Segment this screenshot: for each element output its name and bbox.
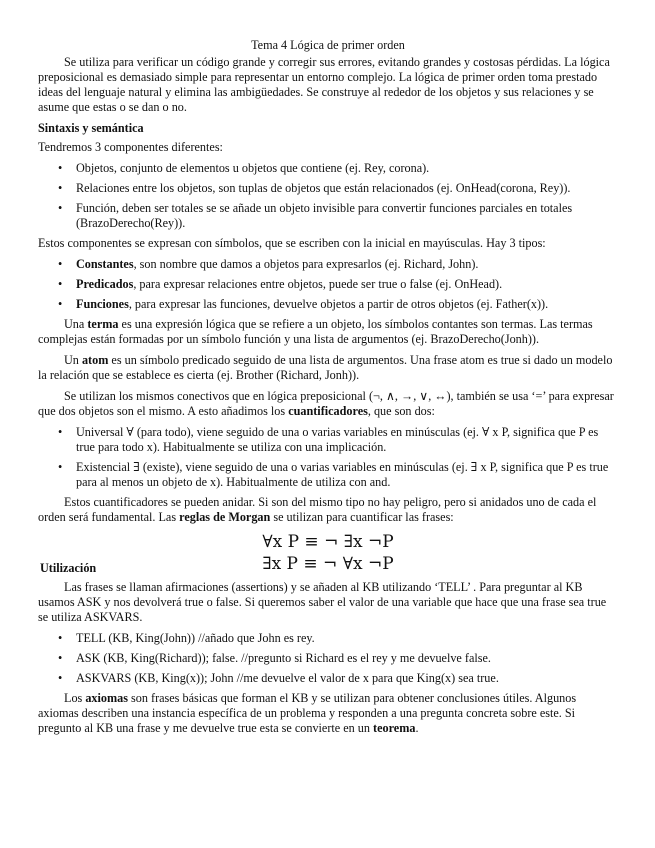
bullet-icon: •	[58, 671, 63, 685]
list-item: • ASK (KB, King(Richard)); false. //pregunto si Richard es el rey y me devuelve false.	[58, 651, 491, 665]
usage-intro: Las frases se llaman afirmaciones (assertions) y se añaden al KB utilizando ‘TELL’ . Para preguntar al KB usamos ASK y nos devolverá true o false. Si queremos saber el valor de una variable que hace que una frase sea true se utiliza ASKVARS.	[38, 580, 607, 624]
formula: ∃x P ≡ ¬ ∀x ¬P	[262, 554, 394, 574]
axioms-paragraph: Los axiomas son frases básicas que forman el KB y se utilizan para obtener conclusiones útiles. Algunos axiomas describen una instancia específica de un problema y responden a una pregunta concreta sobre este. Si pregunto al KB una frase y me devuelve true esta se convierte en un teorema.	[38, 691, 577, 735]
bullet-icon: •	[58, 651, 63, 665]
list-item: • Universal ∀ (para todo), viene seguido de una o varias variables en minúsculas (ej. ∀ x P, significa que P es true para todo x). Habitualmente se utiliza con una implicación.	[58, 425, 599, 454]
bullet-icon: •	[58, 201, 63, 215]
symbols-intro: Estos componentes se expresan con símbolos, que se escriben con la inicial en mayúsculas. Hay 3 tipos:	[38, 236, 546, 250]
list-item: • Predicados, para expresar relaciones entre objetos, puede ser true o false (ej. OnHead).	[58, 277, 503, 291]
section-heading-usage: Utilización	[40, 561, 97, 575]
components-intro: Tendremos 3 componentes diferentes:	[38, 140, 223, 154]
document-page	[38, 38, 618, 742]
section-heading-syntax: Sintaxis y semántica	[38, 121, 144, 135]
page-title: Tema 4 Lógica de primer orden	[251, 38, 405, 52]
bullet-icon: •	[58, 297, 63, 311]
components-list	[38, 161, 618, 231]
intro-paragraph: Se utiliza para verificar un código grande y corregir sus errores, evitando grandes y costosas pérdidas. La lógica preposicional es demasiado simple para representar un entorno complejo. La lógica de primer orden toma prestado ideas del lenguaje natural y elimina las ambigüedades. Se construye al rededor de los objetos y sus relaciones y se asume que estas o se dan o no.	[38, 55, 610, 114]
symbols-list	[38, 257, 618, 312]
bullet-icon: •	[58, 257, 63, 271]
list-item: • Constantes, son nombre que damos a objetos para expresarlos (ej. Richard, John).	[58, 257, 479, 271]
list-item: • Función, deben ser totales se se añade un objeto invisible para convertir funciones parciales en totales (BrazoDerecho(Rey)).	[58, 201, 573, 230]
usage-examples-list	[38, 631, 618, 686]
list-item: • Existencial ∃ (existe), viene seguido de una o varias variables en minúsculas (ej. ∃ x P, significa que P es true para al menos un objeto de x). Habitualmente de utiliza con and.	[58, 460, 609, 489]
bullet-icon: •	[58, 161, 63, 175]
morgan-paragraph: Estos cuantificadores se pueden anidar. Si son del mismo tipo no hay peligro, pero si anidados uno de cada el orden será fundamental. Las reglas de Morgan se utilizan para cuantificar las frases:	[38, 495, 597, 524]
quantifiers-list	[38, 425, 618, 490]
atom-paragraph: Un atom es un símbolo predicado seguido de una lista de argumentos. Una frase atom es true si dado un modelo la relación que se establece es cierta (ej. Brother (Richard, Jonh)).	[38, 353, 613, 382]
list-item: • Objetos, conjunto de elementos u objetos que contiene (ej. Rey, corona).	[58, 161, 430, 175]
symbol-term: Predicados	[76, 277, 134, 291]
list-item: • ASKVARS (KB, King(x)); John //me devuelve el valor de x para que King(x) sea true.	[58, 671, 499, 685]
list-item: • Funciones, para expresar las funciones, devuelve objetos a partir de otros objetos (ej. Father(x)).	[58, 297, 549, 311]
list-item: • TELL (KB, King(John)) //añado que John es rey.	[58, 631, 315, 645]
formula: ∀x P ≡ ¬ ∃x ¬P	[262, 532, 394, 552]
connectives-paragraph: Se utilizan los mismos conectivos que en lógica preposicional (¬, ∧, →, ∨, ↔), también se usa ‘=’ para expresar que dos objetos son el mismo. A esto añadimos los cuantificadores, que son dos:	[38, 389, 614, 418]
term-paragraph: Una terma es una expresión lógica que se refiere a un objeto, los símbolos contantes son termas. Las termas complejas están formadas por un símbolo función y una lista de argumentos (ej. BrazoDerecho(Jonh)).	[38, 317, 593, 346]
bullet-icon: •	[58, 631, 63, 645]
bullet-icon: •	[58, 460, 63, 474]
bullet-icon: •	[58, 425, 63, 439]
symbol-term: Funciones	[76, 297, 129, 311]
bullet-icon: •	[58, 277, 63, 291]
symbol-term: Constantes	[76, 257, 134, 271]
bullet-icon: •	[58, 181, 63, 195]
list-item: • Relaciones entre los objetos, son tuplas de objetos que están relacionados (ej. OnHead(corona, Rey)).	[58, 181, 571, 195]
